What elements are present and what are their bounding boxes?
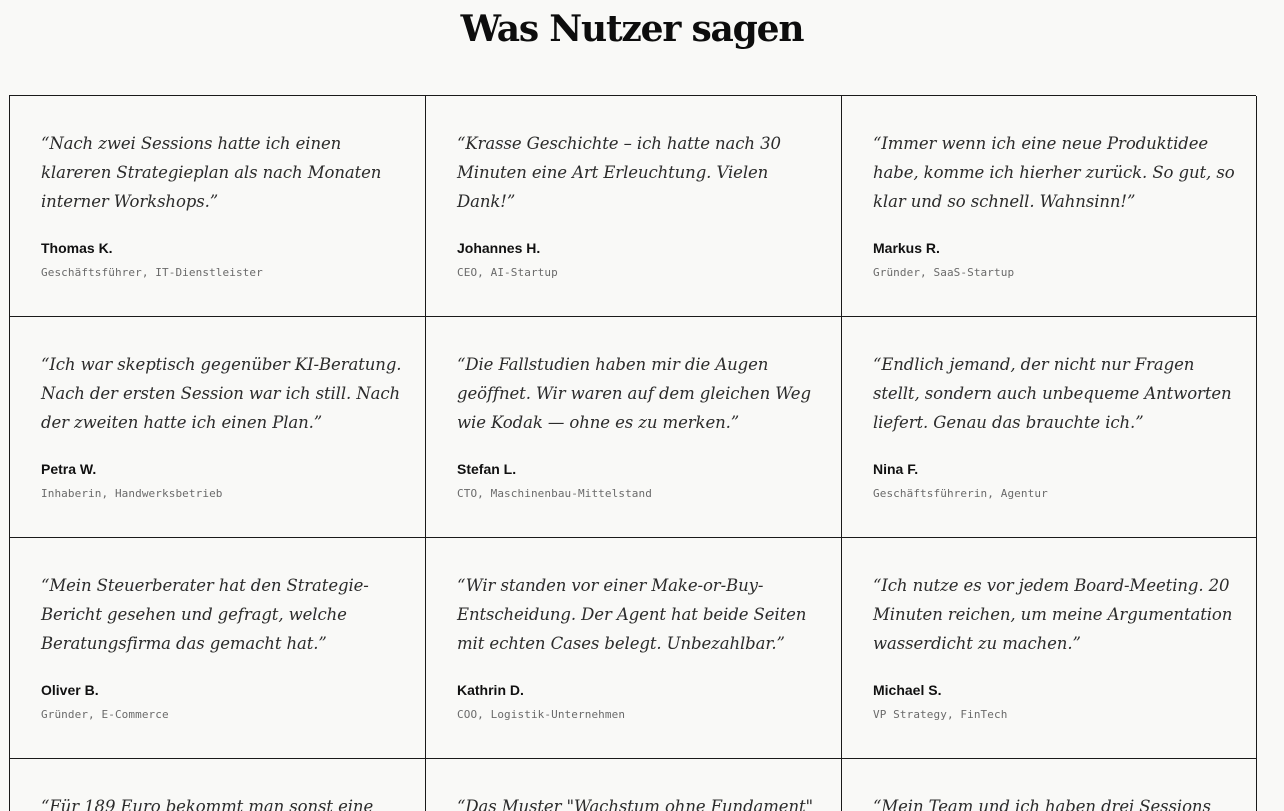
testimonial-author-role: Gründer, E-Commerce (41, 708, 169, 721)
testimonial-quote: “Nach zwei Sessions hatte ich einen klareren Strategieplan als nach Monaten interner Workshops.” (41, 134, 382, 211)
testimonial-quote: “Immer wenn ich eine neue Produktidee habe, komme ich hierher zurück. So gut, so klar und so schnell. Wahnsinn!” (873, 134, 1235, 211)
testimonial-card (426, 96, 842, 317)
testimonial-card (842, 759, 1257, 811)
testimonial-card (10, 759, 426, 811)
testimonial-author-role: COO, Logistik-Unternehmen (457, 708, 626, 721)
testimonial-author-role: CTO, Maschinenbau-Mittelstand (457, 487, 652, 500)
testimonial-author-role: Gründer, SaaS-Startup (873, 266, 1015, 279)
testimonial-author-name: Petra W. (41, 461, 97, 477)
testimonial-card (426, 317, 842, 538)
testimonial-author-name: Markus R. (873, 240, 940, 256)
testimonial-grid (9, 95, 1256, 811)
testimonial-card (10, 538, 426, 759)
testimonial-quote: “Ich nutze es vor jedem Board-Meeting. 20 Minuten reichen, um meine Argumentation wasserdicht zu machen.” (873, 576, 1233, 653)
testimonial-author-role: Geschäftsführerin, Agentur (873, 487, 1048, 500)
testimonial-quote: “Wir standen vor einer Make-or-Buy-Entscheidung. Der Agent hat beide Seiten mit echten Cases belegt. Unbezahlbar.” (457, 576, 807, 653)
testimonial-quote: “Krasse Geschichte – ich hatte nach 30 Minuten eine Art Erleuchtung. Vielen Dank!” (457, 134, 781, 211)
testimonial-author-role: Geschäftsführer, IT-Dienstleister (41, 266, 263, 279)
testimonial-quote: “Mein Steuerberater hat den Strategie-Bericht gesehen und gefragt, welche Beratungsfirma das gemacht hat.” (41, 576, 369, 653)
testimonial-author-name: Johannes H. (457, 240, 541, 256)
testimonial-card (842, 96, 1257, 317)
testimonial-card (842, 317, 1257, 538)
testimonial-author-name: Michael S. (873, 682, 942, 698)
testimonial-quote: “Mein Team und ich haben drei Sessions (873, 797, 1211, 811)
testimonial-author-name: Nina F. (873, 461, 919, 477)
testimonial-author-name: Oliver B. (41, 682, 99, 698)
testimonial-quote: “Das Muster "Wachstum ohne Fundament" (457, 797, 814, 811)
testimonial-quote: “Die Fallstudien haben mir die Augen geöffnet. Wir waren auf dem gleichen Weg wie Kodak — ohne es zu merken.” (457, 355, 811, 432)
testimonial-quote: “Für 189 Euro bekommt man sonst eine (41, 797, 374, 811)
testimonial-card (426, 759, 842, 811)
testimonial-quote: “Endlich jemand, der nicht nur Fragen stellt, sondern auch unbequeme Antworten liefert. Genau das brauchte ich.” (873, 355, 1232, 432)
testimonial-author-name: Thomas K. (41, 240, 113, 256)
page-title: Was Nutzer sagen (460, 8, 804, 50)
testimonial-card (10, 96, 426, 317)
testimonial-card (426, 538, 842, 759)
testimonial-quote: “Ich war skeptisch gegenüber KI-Beratung. Nach der ersten Session war ich still. Nach der zweiten hatte ich einen Plan.” (41, 355, 402, 432)
testimonial-author-name: Kathrin D. (457, 682, 524, 698)
testimonial-author-name: Stefan L. (457, 461, 517, 477)
testimonial-card (10, 317, 426, 538)
testimonial-author-role: VP Strategy, FinTech (873, 708, 1008, 721)
testimonial-card (842, 538, 1257, 759)
testimonial-author-role: CEO, AI-Startup (457, 266, 558, 279)
testimonial-author-role: Inhaberin, Handwerksbetrieb (41, 487, 223, 500)
